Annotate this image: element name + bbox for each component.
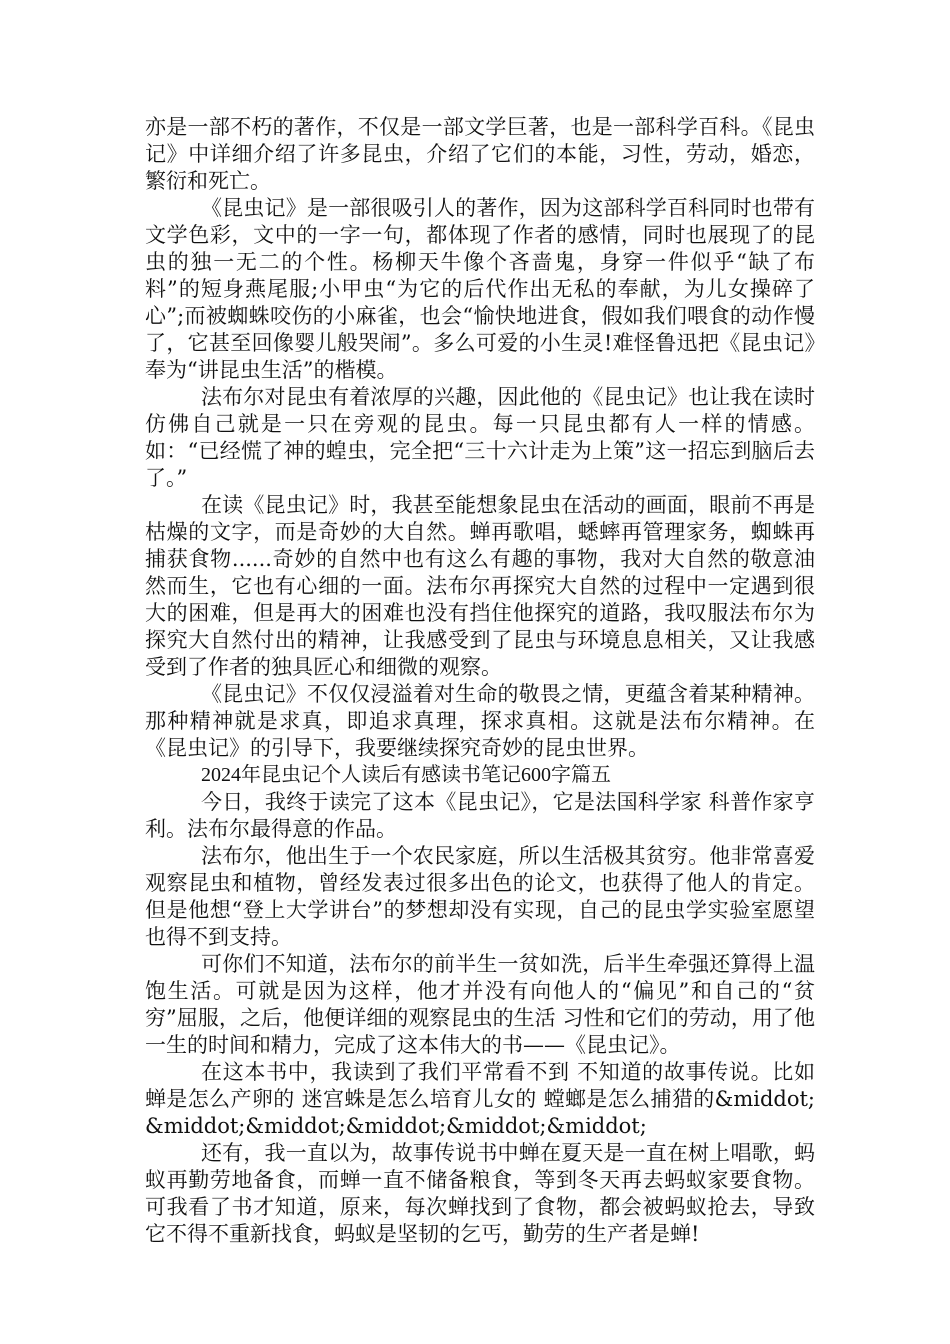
paragraph-9: 在这本书中，我读到了我们平常看不到 不知道的故事传说。比如蝉是怎么产卵的 迷宫蛛是怎么培育儿女的 螳螂是怎么捕猎的&middot;&middot;&middot;&middot;&middot;&middot; [145,1060,815,1138]
paragraph-7: 法布尔，他出生于一个农民家庭，所以生活极其贫穷。他非常喜爱观察昆虫和植物，曾经发表过很多出色的论文，也获得了他人的肯定。但是他想“登上大学讲台”的梦想却没有实现，自己的昆虫学实验室愿望也得不到支持。 [145,844,815,949]
paragraph-5: 《昆虫记》不仅仅浸溢着对生命的敬畏之情，更蕴含着某种精神。那种精神就是求真，即追求真理，探求真相。这就是法布尔精神。在《昆虫记》的引导下，我要继续探究奇妙的昆虫世界。 [145,682,815,760]
paragraph-8: 可你们不知道，法布尔的前半生一贫如洗，后半生牵强还算得上温饱生活。可就是因为这样，他才并没有向他人的“偏见”和自己的“贫穷”屈服，之后，他便详细的观察昆虫的生活 习性和它们的劳动，用了他一生的时间和精力，完成了这本伟大的书——《昆虫记》。 [145,952,815,1057]
paragraph-2: 《昆虫记》是一部很吸引人的著作，因为这部科学百科同时也带有文学色彩，文中的一字一句，都体现了作者的感情，同时也展现了的昆虫的独一无二的个性。杨柳天牛像个吝啬鬼，身穿一件似乎“缺了布料”的短身燕尾服;小甲虫“为它的后代作出无私的奉献，为儿女操碎了心”;而被蜘蛛咬伤的小麻雀，也会“愉快地进食，假如我们喂食的动作慢了，它甚至回像婴儿般哭闹”。多么可爱的小生灵!难怪鲁迅把《昆虫记》奉为“讲昆虫生活”的楷模。 [145,196,815,382]
paragraph-10: 还有，我一直以为，故事传说书中蝉在夏天是一直在树上唱歌，蚂蚁再勤劳地备食，而蝉一直不储备粮食，等到冬天再去蚂蚁家要食物。可我看了书才知道，原来，每次蝉找到了食物，都会被蚂蚁抢去，导致它不得不重新找食，蚂蚁是坚韧的乞丐，勤劳的生产者是蝉! [145,1141,815,1246]
paragraph-1: 亦是一部不朽的著作，不仅是一部文学巨著，也是一部科学百科。《昆虫记》中详细介绍了许多昆虫，介绍了它们的本能，习性，劳动，婚恋，繁衍和死亡。 [145,115,815,193]
section-heading: 2024年昆虫记个人读后有感读书笔记600字篇五 [201,764,611,786]
paragraph-6: 今日，我终于读完了这本《昆虫记》，它是法国科学家 科普作家亨利。法布尔最得意的作品。 [145,790,815,841]
paragraph-4: 在读《昆虫记》时，我甚至能想象昆虫在活动的画面，眼前不再是枯燥的文字，而是奇妙的大自然。蝉再歌唱，蟋蟀再管理家务，蜘蛛再捕获食物......奇妙的自然中也有这么有趣的事物，我对大自然的敬意油然而生，它也有心细的一面。法布尔再探究大自然的过程中一定遇到很大的困难，但是再大的困难也没有挡住他探究的道路，我叹服法布尔为探究大自然付出的精神，让我感受到了昆虫与环境息息相关，又让我感受到了作者的独具匠心和细微的观察。 [145,493,815,679]
paragraph-3: 法布尔对昆虫有着浓厚的兴趣，因此他的《昆虫记》也让我在读时仿佛自己就是一只在旁观的昆虫。每一只昆虫都有人一样的情感。如：“已经慌了神的蝗虫，完全把“三十六计走为上策”这一招忘到脑后去了。” [145,385,815,490]
document-body [145,114,815,1248]
